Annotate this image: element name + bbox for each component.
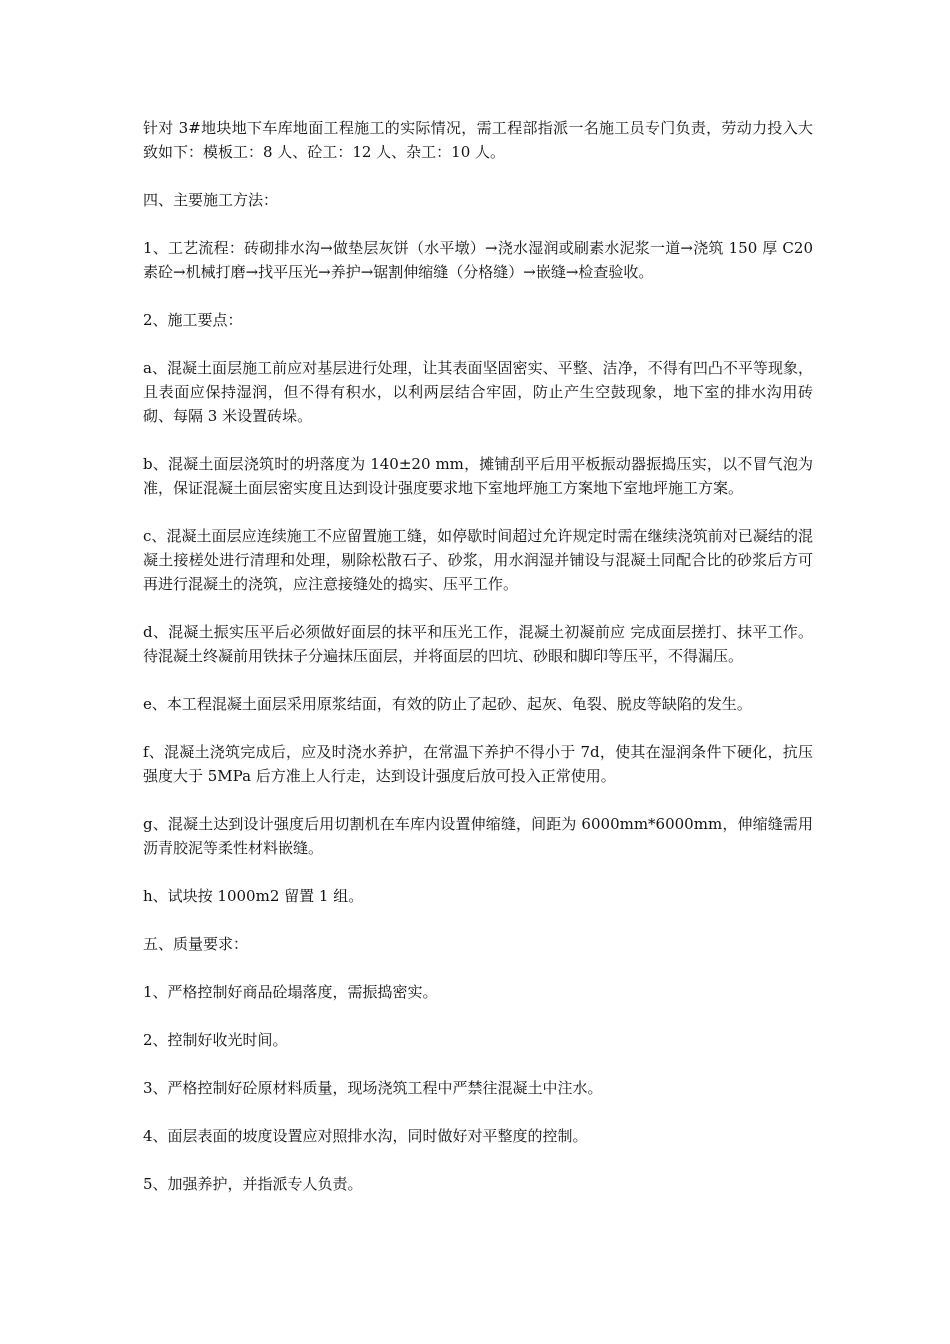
paragraph-quality-2: 2、控制好收光时间。: [143, 1031, 288, 1049]
paragraph-point-d: d、混凝土振实压平后必须做好面层的抹平和压光工作，混凝土初凝前应 完成面层搓打、抹平工作。待混凝土终凝前用铁抹子分遍抹压面层，并将面层的凹坑、砂眼和脚印等压平，不得漏压。: [143, 623, 813, 665]
paragraph-quality-1: 1、严格控制好商品砼塌落度，需振捣密实。: [143, 983, 438, 1001]
heading-quality-requirements: 五、质量要求：: [143, 935, 249, 953]
paragraph-point-h: h、试块按 1000m2 留置 1 组。: [143, 887, 364, 905]
paragraph-quality-5: 5、加强养护，并指派专人负责。: [143, 1175, 363, 1193]
paragraph-point-e: e、本工程混凝土面层采用原浆结面，有效的防止了起砂、起灰、龟裂、脱皮等缺陷的发生。: [143, 695, 752, 713]
paragraph-labor-intro: 针对 3#地块地下车库地面工程施工的实际情况，需工程部指派一名施工员专门负责，劳动力投入大致如下：模板工：8 人、砼工：12 人、杂工：10 人。: [143, 119, 813, 161]
paragraph-point-b: b、混凝土面层浇筑时的坍落度为 140±20 mm，摊铺刮平后用平板振动器振捣压实，以不冒气泡为准，保证混凝土面层密实度且达到设计强度要求地下室地坪施工方案地下室地坪施工方案。: [143, 455, 814, 497]
paragraph-process-flow: 1、工艺流程：砖砌排水沟→做垫层灰饼（水平墩）→浇水湿润或刷素水泥浆一道→浇筑 150 厚 C20 素砼→机械打磨→找平压光→养护→锯割伸缩缝（分格缝）→嵌缝→检查验收。: [143, 239, 813, 281]
paragraph-point-c: c、混凝土面层应连续施工不应留置施工缝，如停歇时间超过允许规定时需在继续浇筑前对已凝结的混凝土接槎处进行清理和处理，剔除松散石子、砂浆，用水润湿并铺设与混凝土同配合比的砂浆后方可再进行混凝土的浇筑，应注意接缝处的捣实、压平工作。: [143, 527, 813, 593]
paragraph-point-a: a、混凝土面层施工前应对基层进行处理，让其表面坚固密实、平整、洁净，不得有凹凸不平等现象，且表面应保持湿润，但不得有积水，以利两层结合牢固，防止产生空鼓现象，地下室的排水沟用砖砌、每隔 3 米设置砖垛。: [143, 359, 813, 425]
paragraph-quality-3: 3、严格控制好砼原材料质量，现场浇筑工程中严禁往混凝土中注水。: [143, 1079, 603, 1097]
document-page: [143, 116, 813, 1220]
heading-construction-points: 2、施工要点：: [143, 311, 243, 329]
paragraph-point-f: f、混凝土浇筑完成后，应及时浇水养护，在常温下养护不得小于 7d，使其在湿润条件下硬化，抗压强度大于 5MPa 后方准上人行走，达到设计强度后放可投入正常使用。: [143, 743, 813, 785]
heading-construction-methods: 四、主要施工方法：: [143, 191, 279, 209]
paragraph-point-g: g、混凝土达到设计强度后用切割机在车库内设置伸缩缝，间距为 6000mm*6000mm，伸缩缝需用沥青胶泥等柔性材料嵌缝。: [143, 815, 813, 857]
paragraph-quality-4: 4、面层表面的坡度设置应对照排水沟，同时做好对平整度的控制。: [143, 1127, 588, 1145]
